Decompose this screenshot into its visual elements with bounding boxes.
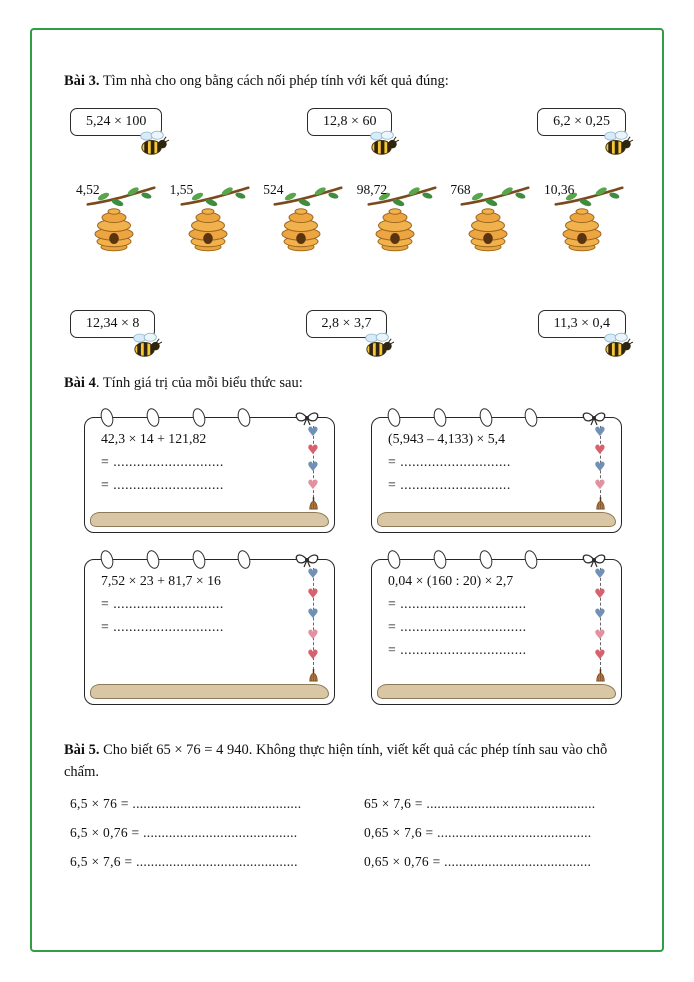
heart-icon: ♥ [307, 442, 319, 458]
bee-icon [137, 129, 171, 156]
answer-blank: = ............................ [101, 476, 224, 492]
bee-icon [601, 129, 635, 156]
binder-loop-icon [99, 549, 116, 571]
heart-icon: ♥ [594, 478, 606, 494]
heart-string-decoration [305, 426, 321, 510]
card-body [85, 418, 334, 513]
bai4-title-text: . Tính giá trị của mỗi biểu thức sau: [95, 375, 303, 392]
bee-expression-box [70, 108, 162, 136]
card-body [85, 560, 334, 655]
answer-line: 0,65 × 0,76 = ........................................ [364, 853, 592, 869]
worksheet-page-frame [30, 28, 664, 952]
binder-loop-icon [236, 407, 253, 429]
heart-icon: ♥ [307, 647, 319, 663]
heart-icon: ♥ [307, 627, 319, 643]
bee-expression-label: 12,8 × 60 [323, 114, 377, 130]
answer-line: 0,65 × 7,6 = .......................................... [364, 824, 592, 840]
heart-string-decoration [305, 568, 321, 682]
expression-card-2 [371, 417, 622, 533]
heart-icon: ♥ [594, 442, 606, 458]
beehive-icon [90, 207, 138, 252]
binder-loop-icon [523, 407, 540, 429]
beehive-icon [184, 207, 232, 252]
expression-card-1 [84, 417, 335, 533]
binder-loop-icon [477, 549, 494, 571]
bow-icon [294, 552, 320, 568]
binder-loop-icon [190, 549, 207, 571]
bee-icon [130, 331, 164, 358]
heart-icon: ♥ [307, 424, 319, 440]
bai5-answer-grid [64, 796, 632, 870]
bai5-title-text: Cho biết 65 × 76 = 4 940. Không thực hiện tính, viết kết quả các phép tính sau vào chỗ chấm. [64, 741, 608, 781]
beehive-unit [72, 182, 156, 270]
answer-line: 6,5 × 76 = .............................................. [70, 795, 302, 811]
bee-expression-label: 5,24 × 100 [86, 114, 147, 130]
bai4-title [64, 372, 632, 394]
card-body [372, 418, 621, 513]
binder-loop-icon [386, 549, 403, 571]
answer-line: 65 × 7,6 = .............................................. [364, 795, 596, 811]
card-body [372, 560, 621, 678]
binder-loop-icon [144, 407, 161, 429]
answer-blank: = ................................ [388, 618, 527, 634]
heart-icon: ♥ [307, 478, 319, 494]
binder-loops [101, 550, 250, 569]
bee-expression-box [537, 108, 626, 136]
binder-loop-icon [431, 407, 448, 429]
heart-icon: ♥ [594, 627, 606, 643]
bee-icon [601, 331, 635, 358]
heart-icon: ♥ [307, 460, 319, 476]
answer-blank: = ................................ [388, 641, 527, 657]
bee-boxes-top-row [64, 108, 632, 136]
bee-expression-label: 11,3 × 0,4 [553, 316, 610, 332]
binder-loop-icon [236, 549, 253, 571]
bee-icon [362, 331, 396, 358]
bai3-title-bold: Bài 3. [64, 73, 100, 89]
heart-string-decoration [592, 426, 608, 510]
hive-result-label: 768 [450, 182, 471, 198]
expression-card-4 [371, 559, 622, 705]
heart-icon: ♥ [307, 587, 319, 603]
answer-blank: = ............................ [388, 453, 511, 469]
bai4-title-bold: Bài 4 [64, 375, 96, 392]
hive-result-label: 524 [263, 182, 284, 198]
heart-string-decoration [592, 568, 608, 682]
heart-icon: ♥ [594, 587, 606, 603]
bow-icon [581, 552, 607, 568]
bee-expression-box [538, 310, 626, 338]
tassel-icon [307, 669, 320, 682]
hive-result-label: 98,72 [356, 182, 388, 198]
heart-icon: ♥ [594, 647, 606, 663]
bee-expression-box [306, 310, 388, 338]
heart-icon: ♥ [594, 460, 606, 476]
bai5-title-bold: Bài 5. [64, 741, 100, 758]
hive-result-label: 10,36 [543, 182, 575, 198]
expression-text: (5,943 – 4,133) × 5,4 [388, 430, 505, 446]
branch-icon [273, 185, 343, 208]
tassel-icon [594, 497, 607, 510]
beehive-row [64, 182, 632, 270]
binder-loop-icon [431, 549, 448, 571]
answer-blank: = ................................ [388, 595, 527, 611]
binder-loops [101, 408, 250, 427]
expression-cards-grid [64, 417, 632, 705]
bee-expression-label: 12,34 × 8 [86, 316, 140, 332]
expression-text: 42,3 × 14 + 121,82 [101, 430, 207, 446]
heart-icon: ♥ [594, 566, 606, 582]
tassel-icon [307, 497, 320, 510]
beehive-unit [166, 182, 250, 270]
binder-loops [388, 550, 537, 569]
answer-blank: = ............................ [388, 476, 511, 492]
bee-expression-label: 6,2 × 0,25 [553, 114, 610, 130]
binder-loops [388, 408, 537, 427]
answer-blank: = ............................ [101, 618, 224, 634]
heart-icon: ♥ [307, 566, 319, 582]
binder-loop-icon [523, 549, 540, 571]
bee-expression-box [70, 310, 155, 338]
bai5-title [64, 739, 632, 784]
expression-text: 0,04 × (160 : 20) × 2,7 [388, 572, 514, 588]
heart-icon: ♥ [307, 607, 319, 623]
bee-expression-label: 2,8 × 3,7 [321, 316, 372, 332]
beehive-icon [464, 207, 512, 252]
beehive-icon [558, 207, 606, 252]
bee-icon [367, 129, 401, 156]
hive-result-label: 4,52 [76, 182, 100, 198]
beehive-icon [277, 207, 325, 252]
binder-loop-icon [99, 407, 116, 429]
bow-icon [294, 410, 320, 426]
beehive-unit [540, 182, 624, 270]
binder-loop-icon [190, 407, 207, 429]
answer-blank: = ............................ [101, 453, 224, 469]
bee-boxes-bottom-row [64, 310, 632, 338]
hive-result-label: 1,55 [169, 182, 194, 198]
heart-icon: ♥ [594, 607, 606, 623]
beehive-unit [446, 182, 530, 270]
beehive-unit [353, 182, 437, 270]
bai3-title-text: Tìm nhà cho ong bằng cách nối phép tính với kết quả đúng: [99, 73, 449, 89]
binder-loop-icon [144, 549, 161, 571]
answer-blank: = ............................ [101, 595, 224, 611]
expression-card-3 [84, 559, 335, 705]
expression-text: 7,52 × 23 + 81,7 × 16 [101, 572, 221, 588]
answer-line: 6,5 × 0,76 = .......................................... [70, 824, 298, 840]
bai3-title [64, 70, 632, 92]
binder-loop-icon [477, 407, 494, 429]
heart-icon: ♥ [594, 424, 606, 440]
bee-expression-box [307, 108, 392, 136]
beehive-icon [371, 207, 419, 252]
tassel-icon [594, 669, 607, 682]
answer-line: 6,5 × 7,6 = ............................................ [70, 853, 298, 869]
beehive-unit [259, 182, 343, 270]
bow-icon [581, 410, 607, 426]
worksheet-content [32, 30, 662, 870]
binder-loop-icon [386, 407, 403, 429]
